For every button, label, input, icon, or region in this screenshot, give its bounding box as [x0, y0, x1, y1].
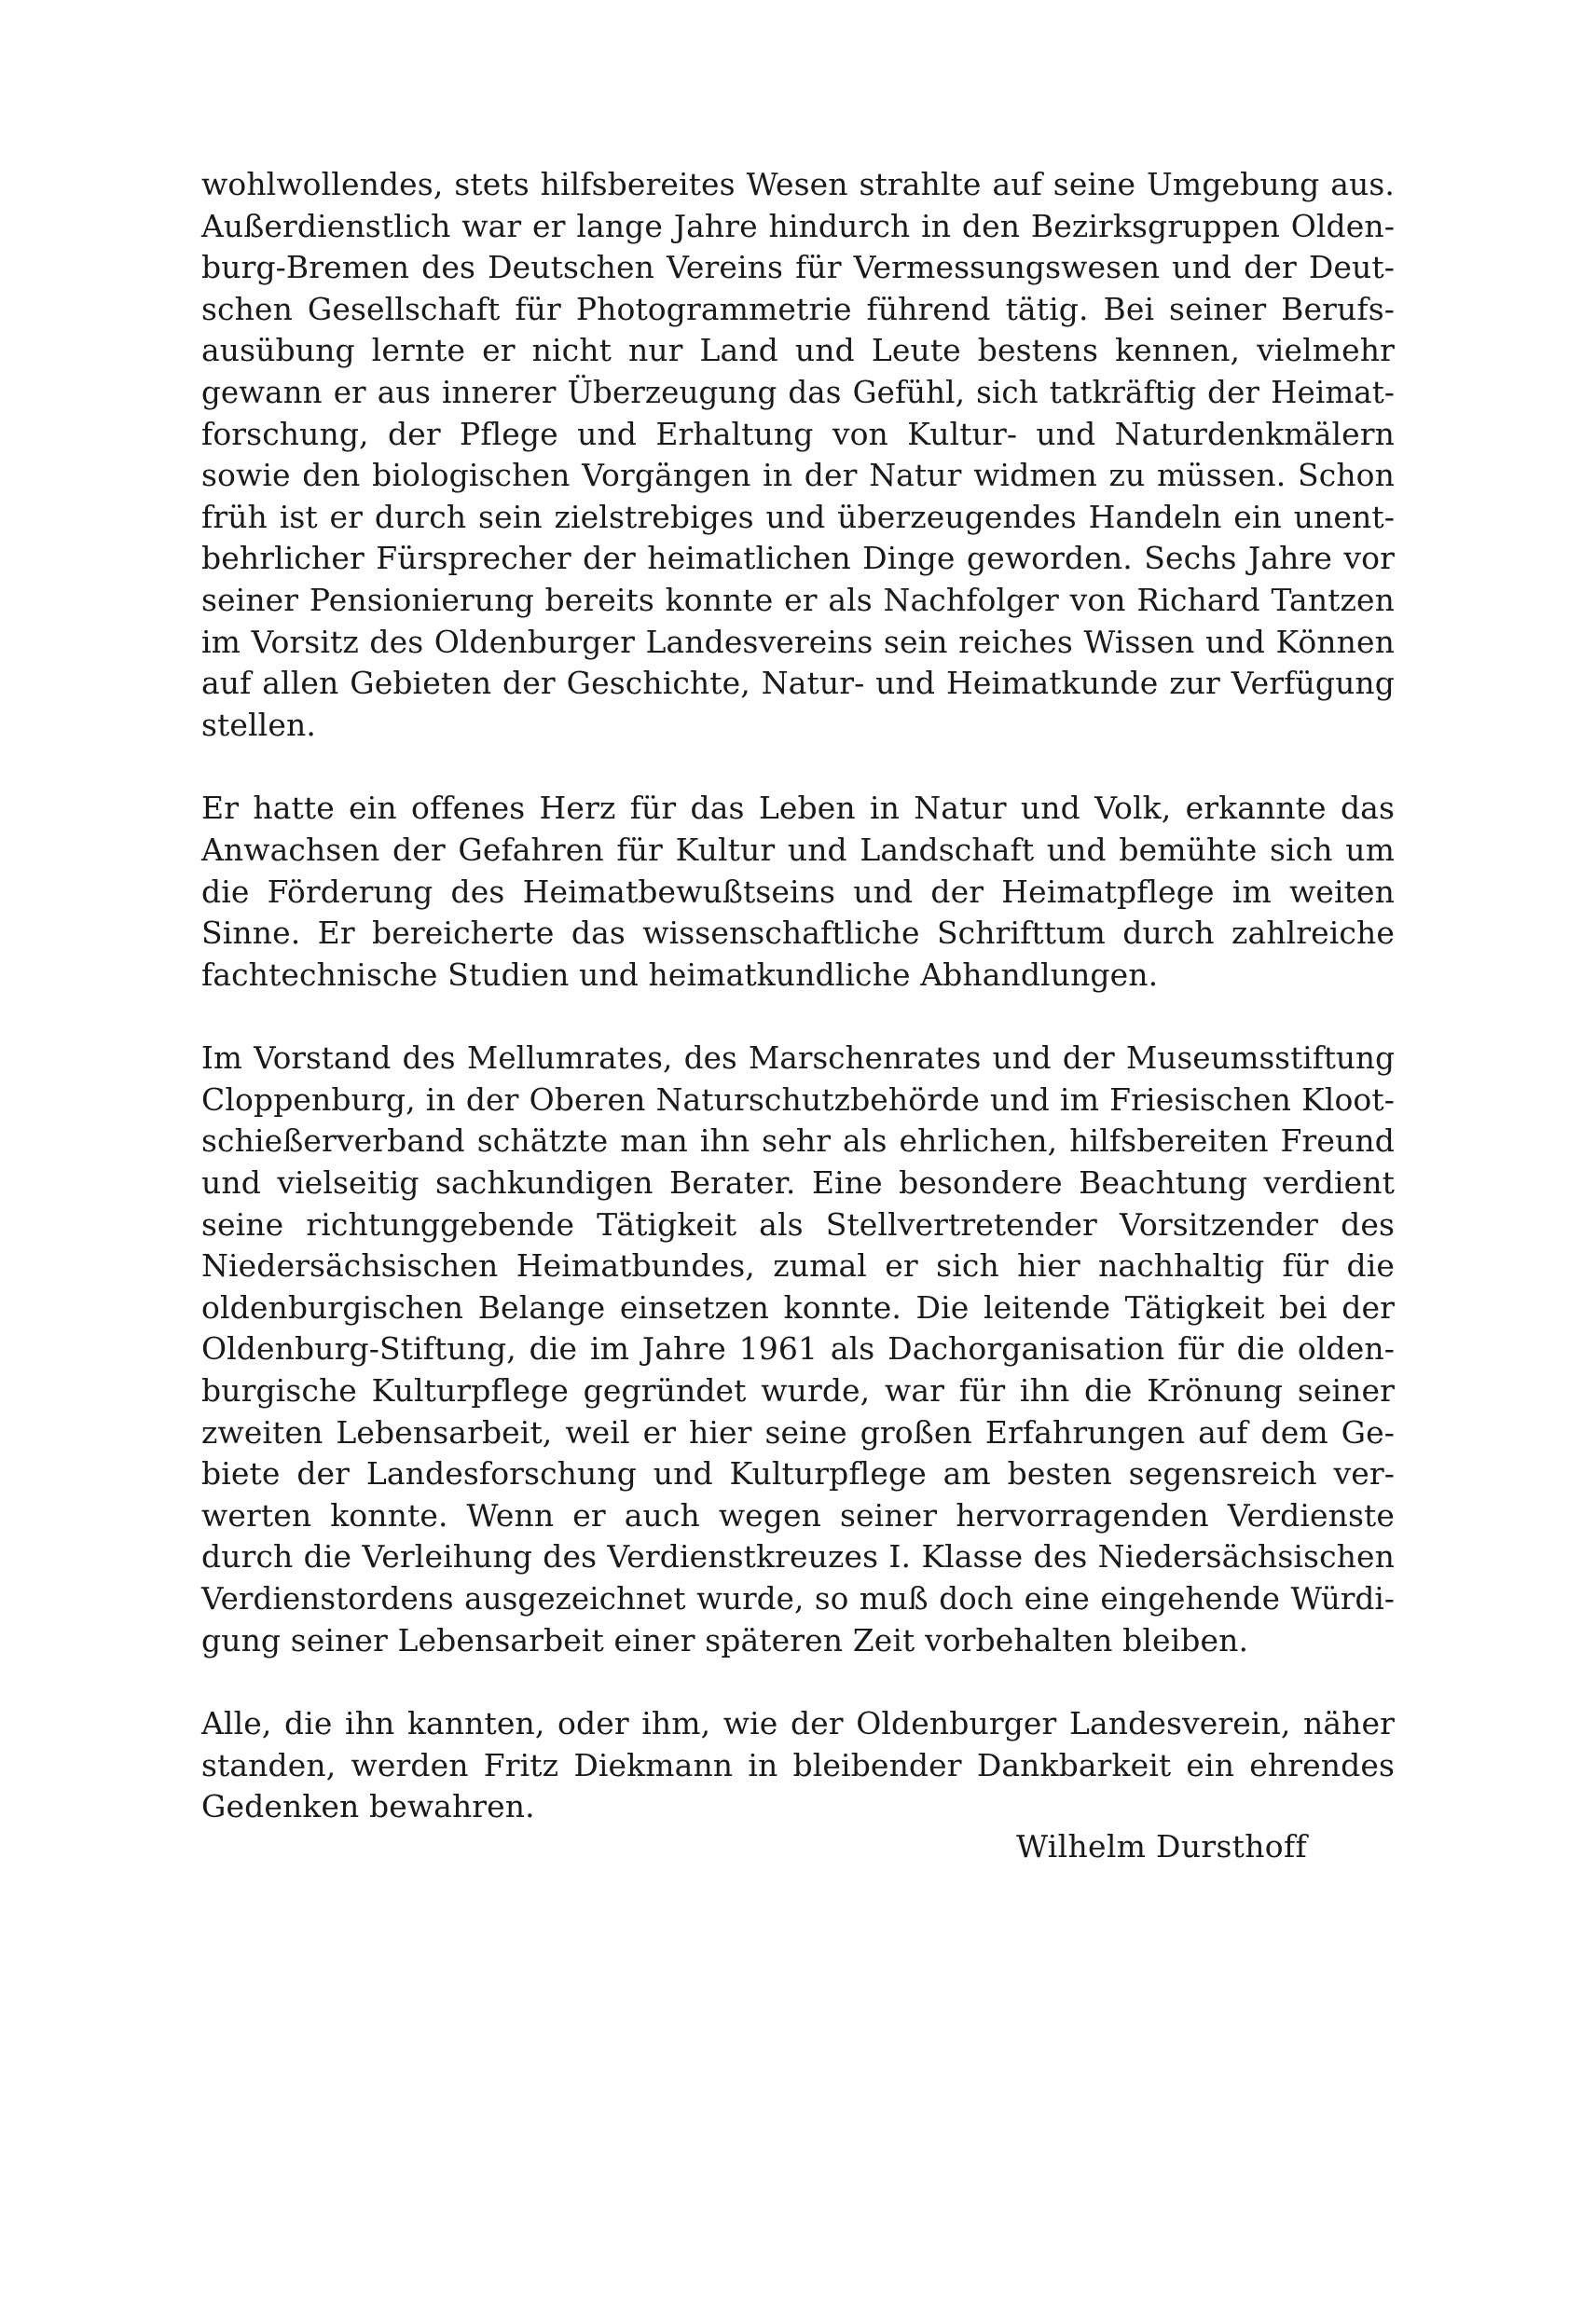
text-line: Alle, die ihn kannten, oder ihm, wie der Oldenburger Landesverein, näher: [201, 1705, 1395, 1742]
paragraph: [201, 164, 1395, 746]
text-line: zweiten Lebensarbeit, weil er hier seine großen Erfahrungen auf dem Ge-: [201, 1413, 1395, 1451]
document-page: [201, 164, 1395, 1865]
text-line: schen Gesellschaft für Photogrammetrie führend tätig. Bei seiner Berufs-: [201, 290, 1395, 327]
text-line: biete der Landesforschung und Kulturpflege am besten segensreich ver-: [201, 1455, 1395, 1493]
paragraph: [201, 1703, 1395, 1828]
text-line: Gedenken bewahren.: [201, 1788, 535, 1825]
text-line: durch die Verleihung des Verdienstkreuzes I. Klasse des Niedersächsischen: [201, 1538, 1395, 1576]
text-line: burg-Bremen des Deutschen Vereins für Vermessungswesen und der Deut-: [201, 249, 1395, 286]
paragraph: [201, 1038, 1395, 1661]
text-line: seine richtunggebende Tätigkeit als Stellvertretender Vorsitzender des: [201, 1205, 1395, 1243]
text-line: die Förderung des Heimatbewußtseins und der Heimatpflege im weiten: [201, 873, 1395, 910]
text-line: Cloppenburg, in der Oberen Naturschutzbehörde und im Friesischen Kloot-: [201, 1080, 1395, 1118]
text-line: Außerdienstlich war er lange Jahre hindurch in den Bezirksgruppen Olden-: [201, 207, 1395, 244]
text-line: schießerverband schätzte man ihn sehr als ehrlichen, hilfsbereiten Freund: [201, 1122, 1395, 1160]
text-line: ausübung lernte er nicht nur Land und Leute bestens kennen, vielmehr: [201, 332, 1395, 369]
text-line: auf allen Gebieten der Geschichte, Natur- und Heimatkunde zur Verfügung: [201, 665, 1395, 702]
text-line: im Vorsitz des Oldenburger Landesvereins sein reiches Wissen und Können: [201, 623, 1395, 660]
text-line: werten konnte. Wenn er auch wegen seiner hervorragenden Verdienste: [201, 1496, 1395, 1534]
text-line: burgische Kulturpflege gegründet wurde, war für ihn die Krönung seiner: [201, 1372, 1395, 1410]
text-line: früh ist er durch sein zielstrebiges und überzeugendes Handeln ein unent-: [201, 498, 1395, 535]
text-line: Er hatte ein offenes Herz für das Leben in Natur und Volk, erkannte das: [201, 790, 1395, 827]
text-line: seiner Pensionierung bereits konnte er als Nachfolger von Richard Tantzen: [201, 581, 1395, 618]
text-line: oldenburgischen Belange einsetzen konnte. Die leitende Tätigkeit bei der: [201, 1288, 1395, 1326]
paragraph: [201, 788, 1395, 996]
text-line: standen, werden Fritz Diekmann in bleibender Dankbarkeit ein ehrendes: [201, 1746, 1395, 1783]
text-line: sowie den biologischen Vorgängen in der Natur widmen zu müssen. Schon: [201, 457, 1395, 494]
text-line: Im Vorstand des Mellumrates, des Marschenrates und der Museumsstiftung: [201, 1040, 1395, 1077]
body-text: [201, 164, 1395, 1828]
text-line: Anwachsen der Gefahren für Kultur und Landschaft und bemühte sich um: [201, 831, 1395, 868]
text-line: fachtechnische Studien und heimatkundliche Abhandlungen.: [201, 956, 1159, 993]
text-line: Sinne. Er bereicherte das wissenschaftliche Schrifttum durch zahlreiche: [201, 915, 1395, 952]
text-line: Niedersächsischen Heimatbundes, zumal er sich hier nachhaltig für die: [201, 1247, 1395, 1285]
text-line: behrlicher Fürsprecher der heimatlichen Dinge geworden. Sechs Jahre vor: [201, 540, 1395, 577]
text-line: Verdienstordens ausgezeichnet wurde, so muß doch eine eingehende Würdi-: [201, 1581, 1395, 1617]
text-line: gung seiner Lebensarbeit einer späteren Zeit vorbehalten bleiben.: [201, 1621, 1249, 1658]
text-line: und vielseitig sachkundigen Berater. Eine besondere Beachtung verdient: [201, 1164, 1395, 1202]
text-line: wohlwollendes, stets hilfsbereites Wesen strahlte auf seine Umgebung aus.: [201, 166, 1395, 202]
author-signature: Wilhelm Dursthoff: [1016, 1828, 1307, 1865]
text-line: stellen.: [201, 706, 316, 743]
text-line: Oldenburg-Stiftung, die im Jahre 1961 als Dachorganisation für die olden-: [201, 1330, 1395, 1368]
text-line: gewann er aus innerer Überzeugung das Gefühl, sich tatkräftig der Heimat-: [201, 374, 1395, 410]
text-line: forschung, der Pflege und Erhaltung von Kultur- und Naturdenkmälern: [201, 415, 1395, 452]
